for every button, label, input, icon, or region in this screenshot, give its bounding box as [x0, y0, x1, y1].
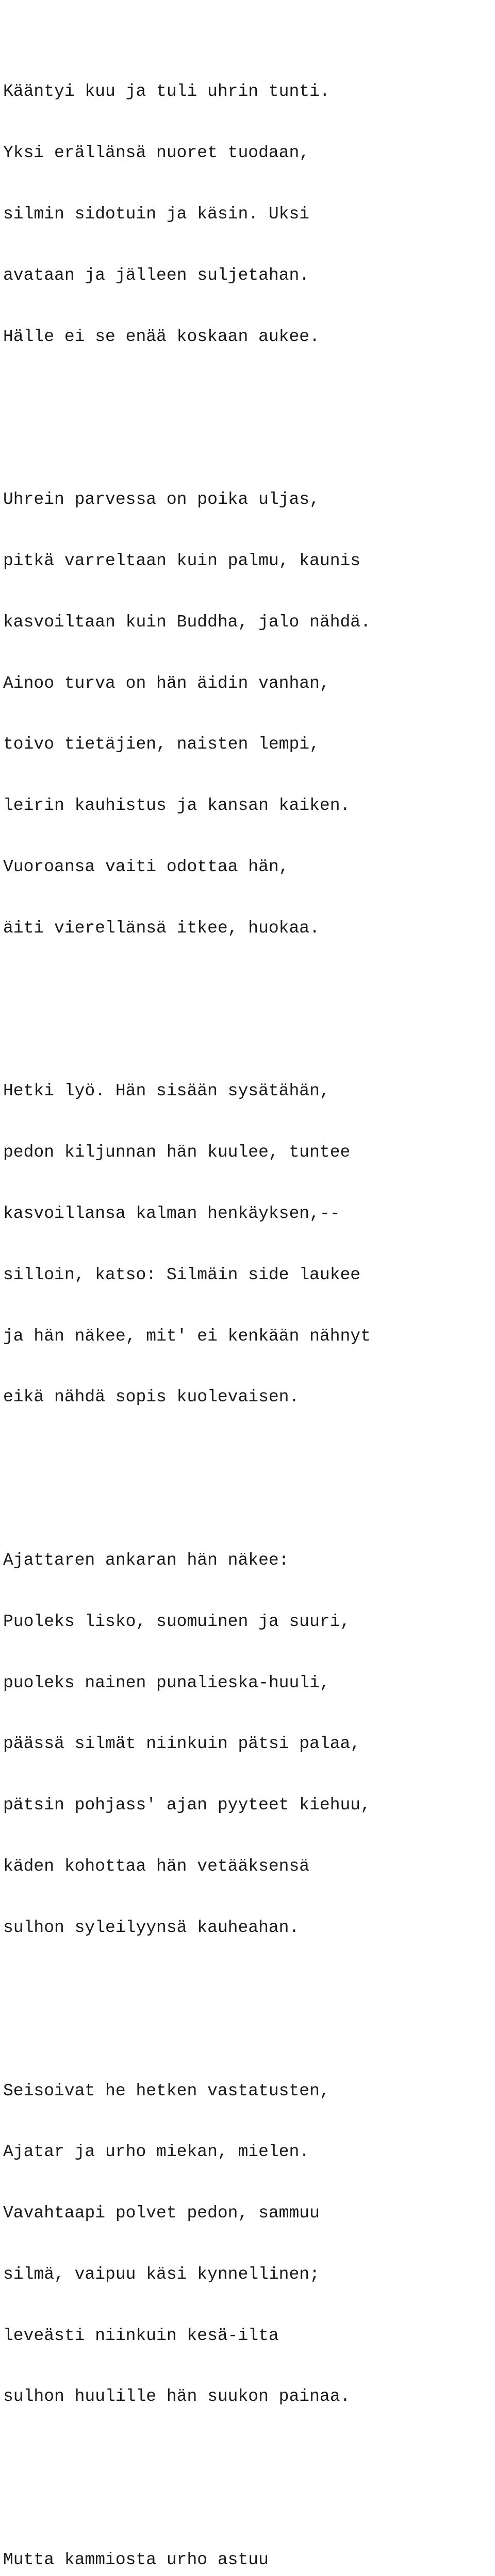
poem-line: eikä nähdä sopis kuolevaisen. [3, 1387, 300, 1407]
poem-line: silloin, katso: Silmäin side laukee [3, 1265, 361, 1284]
poem-line: ja hän näkee, mit' ei kenkään nähnyt [3, 1326, 371, 1346]
poem-line: pätsin pohjass' ajan pyyteet kiehuu, [3, 1795, 371, 1815]
poem-line: silmä, vaipuu käsi kynnellinen; [3, 2264, 320, 2284]
poem-line: kasvoillansa kalman henkäyksen,-- [3, 1204, 340, 1224]
poem-line: Ajatar ja urho miekan, mielen. [3, 2142, 310, 2162]
poem-line: toivo tietäjien, naisten lempi, [3, 735, 320, 754]
stanza [3, 41, 495, 387]
poem-line: leirin kauhistus ja kansan kaiken. [3, 796, 351, 816]
stanza [3, 1040, 495, 1448]
poem-line: kasvoiltaan kuin Buddha, jalo nähdä. [3, 612, 371, 632]
poem-line: leveästi niinkuin kesä-ilta [3, 2326, 279, 2345]
poem-line: sulhon huulille hän suukon painaa. [3, 2387, 351, 2406]
poem-line: Uhrein parvessa on poika uljas, [3, 490, 320, 510]
poem-line: Seisoivat he hetken vastatusten, [3, 2081, 330, 2100]
poem-line: äiti vierellänsä itkee, huokaa. [3, 918, 320, 938]
stanza [3, 2509, 495, 2576]
poem-line: pedon kiljunnan hän kuulee, tuntee [3, 1143, 351, 1162]
poem-line: käden kohottaa hän vetääksensä [3, 1857, 310, 1876]
stanza [3, 1510, 495, 1979]
poem-line: sulhon syleilyynsä kauheahan. [3, 1918, 300, 1937]
poem-line: Ainoo turva on hän äidin vanhan, [3, 673, 330, 693]
poem-line: päässä silmät niinkuin pätsi palaa, [3, 1734, 361, 1754]
poem-line: Mutta kammiosta urho astuu [3, 2550, 269, 2570]
poem-line: Vavahtaapi polvet pedon, sammuu [3, 2204, 320, 2223]
poem-line: Vuoroansa vaiti odottaa hän, [3, 857, 289, 876]
poem-line: Kääntyi kuu ja tuli uhrin tunti. [3, 82, 330, 101]
poem-line: Hetki lyö. Hän sisään sysätähän, [3, 1081, 330, 1101]
poem-line: Puoleks lisko, suomuinen ja suuri, [3, 1612, 351, 1631]
poem-line: pitkä varreltaan kuin palmu, kaunis [3, 551, 361, 571]
poem-line: Ajattaren ankaran hän näkee: [3, 1551, 289, 1570]
stanza [3, 449, 495, 979]
stanza [3, 2040, 495, 2448]
poem-line: Hälle ei se enää koskaan aukee. [3, 327, 320, 346]
poem-line: avataan ja jälleen suljetahan. [3, 265, 310, 285]
poem-line: silmin sidotuin ja käsin. Uksi [3, 204, 310, 224]
poem-line: Yksi erällänsä nuoret tuodaan, [3, 143, 310, 163]
poem-line: puoleks nainen punalieska-huuli, [3, 1673, 330, 1692]
